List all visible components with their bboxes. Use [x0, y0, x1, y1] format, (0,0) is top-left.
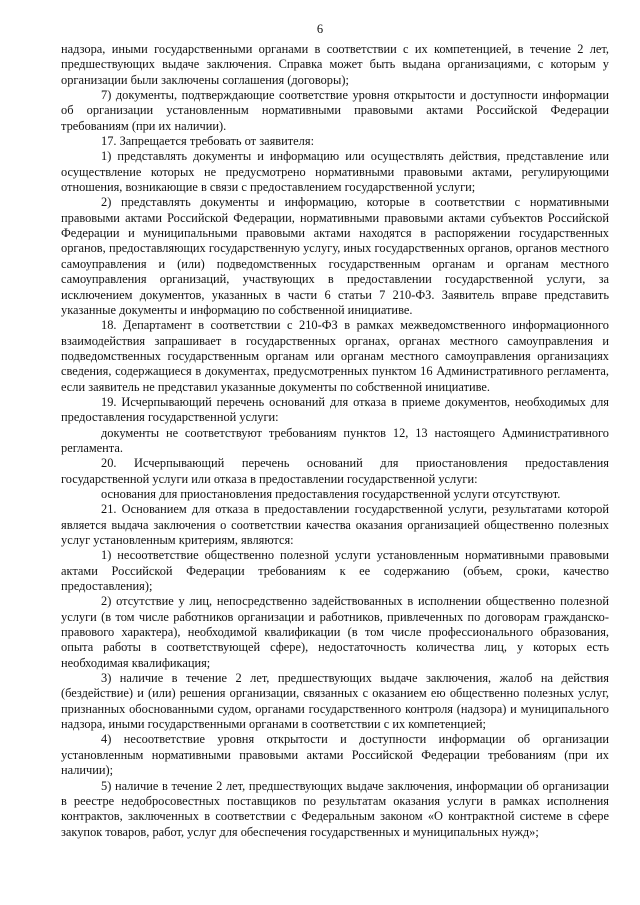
paragraph: 18. Департамент в соответствии с 210-ФЗ в рамках межведомственного информационного взаимодействия запрашивает в государственных органах, органах местного самоуправления и подведомственных государственным органам или органам местного самоуправления организациях сведения, содержащиеся в документах, предусмотренных пунктом 16 Административного регламента, если заявитель не представил указанные документы по собственной инициативе.	[61, 318, 609, 394]
paragraph: 1) представлять документы и информацию или осуществлять действия, представление или осуществление которых не предусмотрено нормативными правовыми актами, регулирующими отношения, возникающие в связи с предоставлением государственной услуги;	[61, 149, 609, 195]
paragraph: 17. Запрещается требовать от заявителя:	[101, 134, 315, 149]
paragraph: 5) наличие в течение 2 лет, предшествующих выдаче заключения, информации об организации в реестре недобросовестных поставщиков по результатам оказания услуги в рамках исполнения контрактов, заключенных в соответствии с Федеральным законом «О контрактной системе в сфере закупок товаров, работ, услуг для обеспечения государственных и муниципальных нужд»;	[61, 778, 609, 839]
paragraph-continuation: надзора, иными государственными органами в соответствии с их компетенцией, в течение 2 лет, предшествующих выдаче заключения. Справка может быть выдана организациями, с которым у организации были заключены соглашения (договоры);	[61, 42, 609, 87]
document-body	[61, 42, 609, 840]
page-number: 6	[316, 22, 324, 36]
paragraph: 1) несоответствие общественно полезной услуги установленным нормативными правовыми актами Российской Федерации требованиям к ее содержанию (объем, сроки, качество предоставления);	[61, 548, 609, 594]
paragraph: документы не соответствуют требованиям пунктов 12, 13 настоящего Административного регламента.	[61, 425, 609, 455]
paragraph: 7) документы, подтверждающие соответствие уровня открытости и доступности информации об организации установленным нормативными правовыми актами Российской Федерации требованиям (при их наличии).	[61, 88, 609, 133]
paragraph: 4) несоответствие уровня открытости и доступности информации об организации установленным нормативными правовыми актами Российской Федерации требованиям (при их наличии);	[61, 732, 609, 778]
paragraph: 19. Исчерпывающий перечень оснований для отказа в приеме документов, необходимых для предоставления государственной услуги:	[61, 394, 609, 425]
paragraph: 2) представлять документы и информацию, которые в соответствии с нормативными правовыми актами Российской Федерации, нормативными правовыми актами субъектов Российской Федерации и муниципальными правовыми актами находятся в распоряжении государственных органов, предоставляющих государственную услугу, иных государственных органов, органов местного самоуправления и (или) подведомственных государственным органам и органам местного самоуправления организаций, участвующих в предоставлении государственной услуги, за исключением документов, указанных в части 6 статьи 7 210-ФЗ. Заявитель вправе представить указанные документы и информацию по собственной инициативе.	[61, 195, 609, 317]
paragraph: 2) отсутствие у лиц, непосредственно задействованных в исполнении общественно полезной услуги (в том числе работников организации и работников, привлеченных по договорам гражданско-правового характера), необходимой квалификации (в том числе профессионального образования, опыта работы в соответствующей сфере), недостаточность количества лиц, у которых есть необходимая квалификация;	[61, 594, 609, 670]
paragraph: основания для приостановления предоставления государственной услуги отсутствуют.	[101, 486, 561, 501]
paragraph: 20. Исчерпывающий перечень оснований для приостановления предоставления государственной услуги или отказа в предоставлении государственной услуги:	[61, 456, 609, 486]
paragraph: 21. Основанием для отказа в предоставлении государственной услуги, результатами которой является выдача заключения о соответствии качества оказания организацией общественно полезных услуг установленным критериям, являются:	[61, 502, 609, 547]
paragraph: 3) наличие в течение 2 лет, предшествующих выдаче заключения, жалоб на действия (бездействие) и (или) решения организации, связанных с оказанием ею общественно полезных услуг, признанных обоснованными судом, органами государственного контроля (надзора) и муниципального надзора, иными государственными органами в соответствии с их компетенцией;	[61, 671, 609, 732]
